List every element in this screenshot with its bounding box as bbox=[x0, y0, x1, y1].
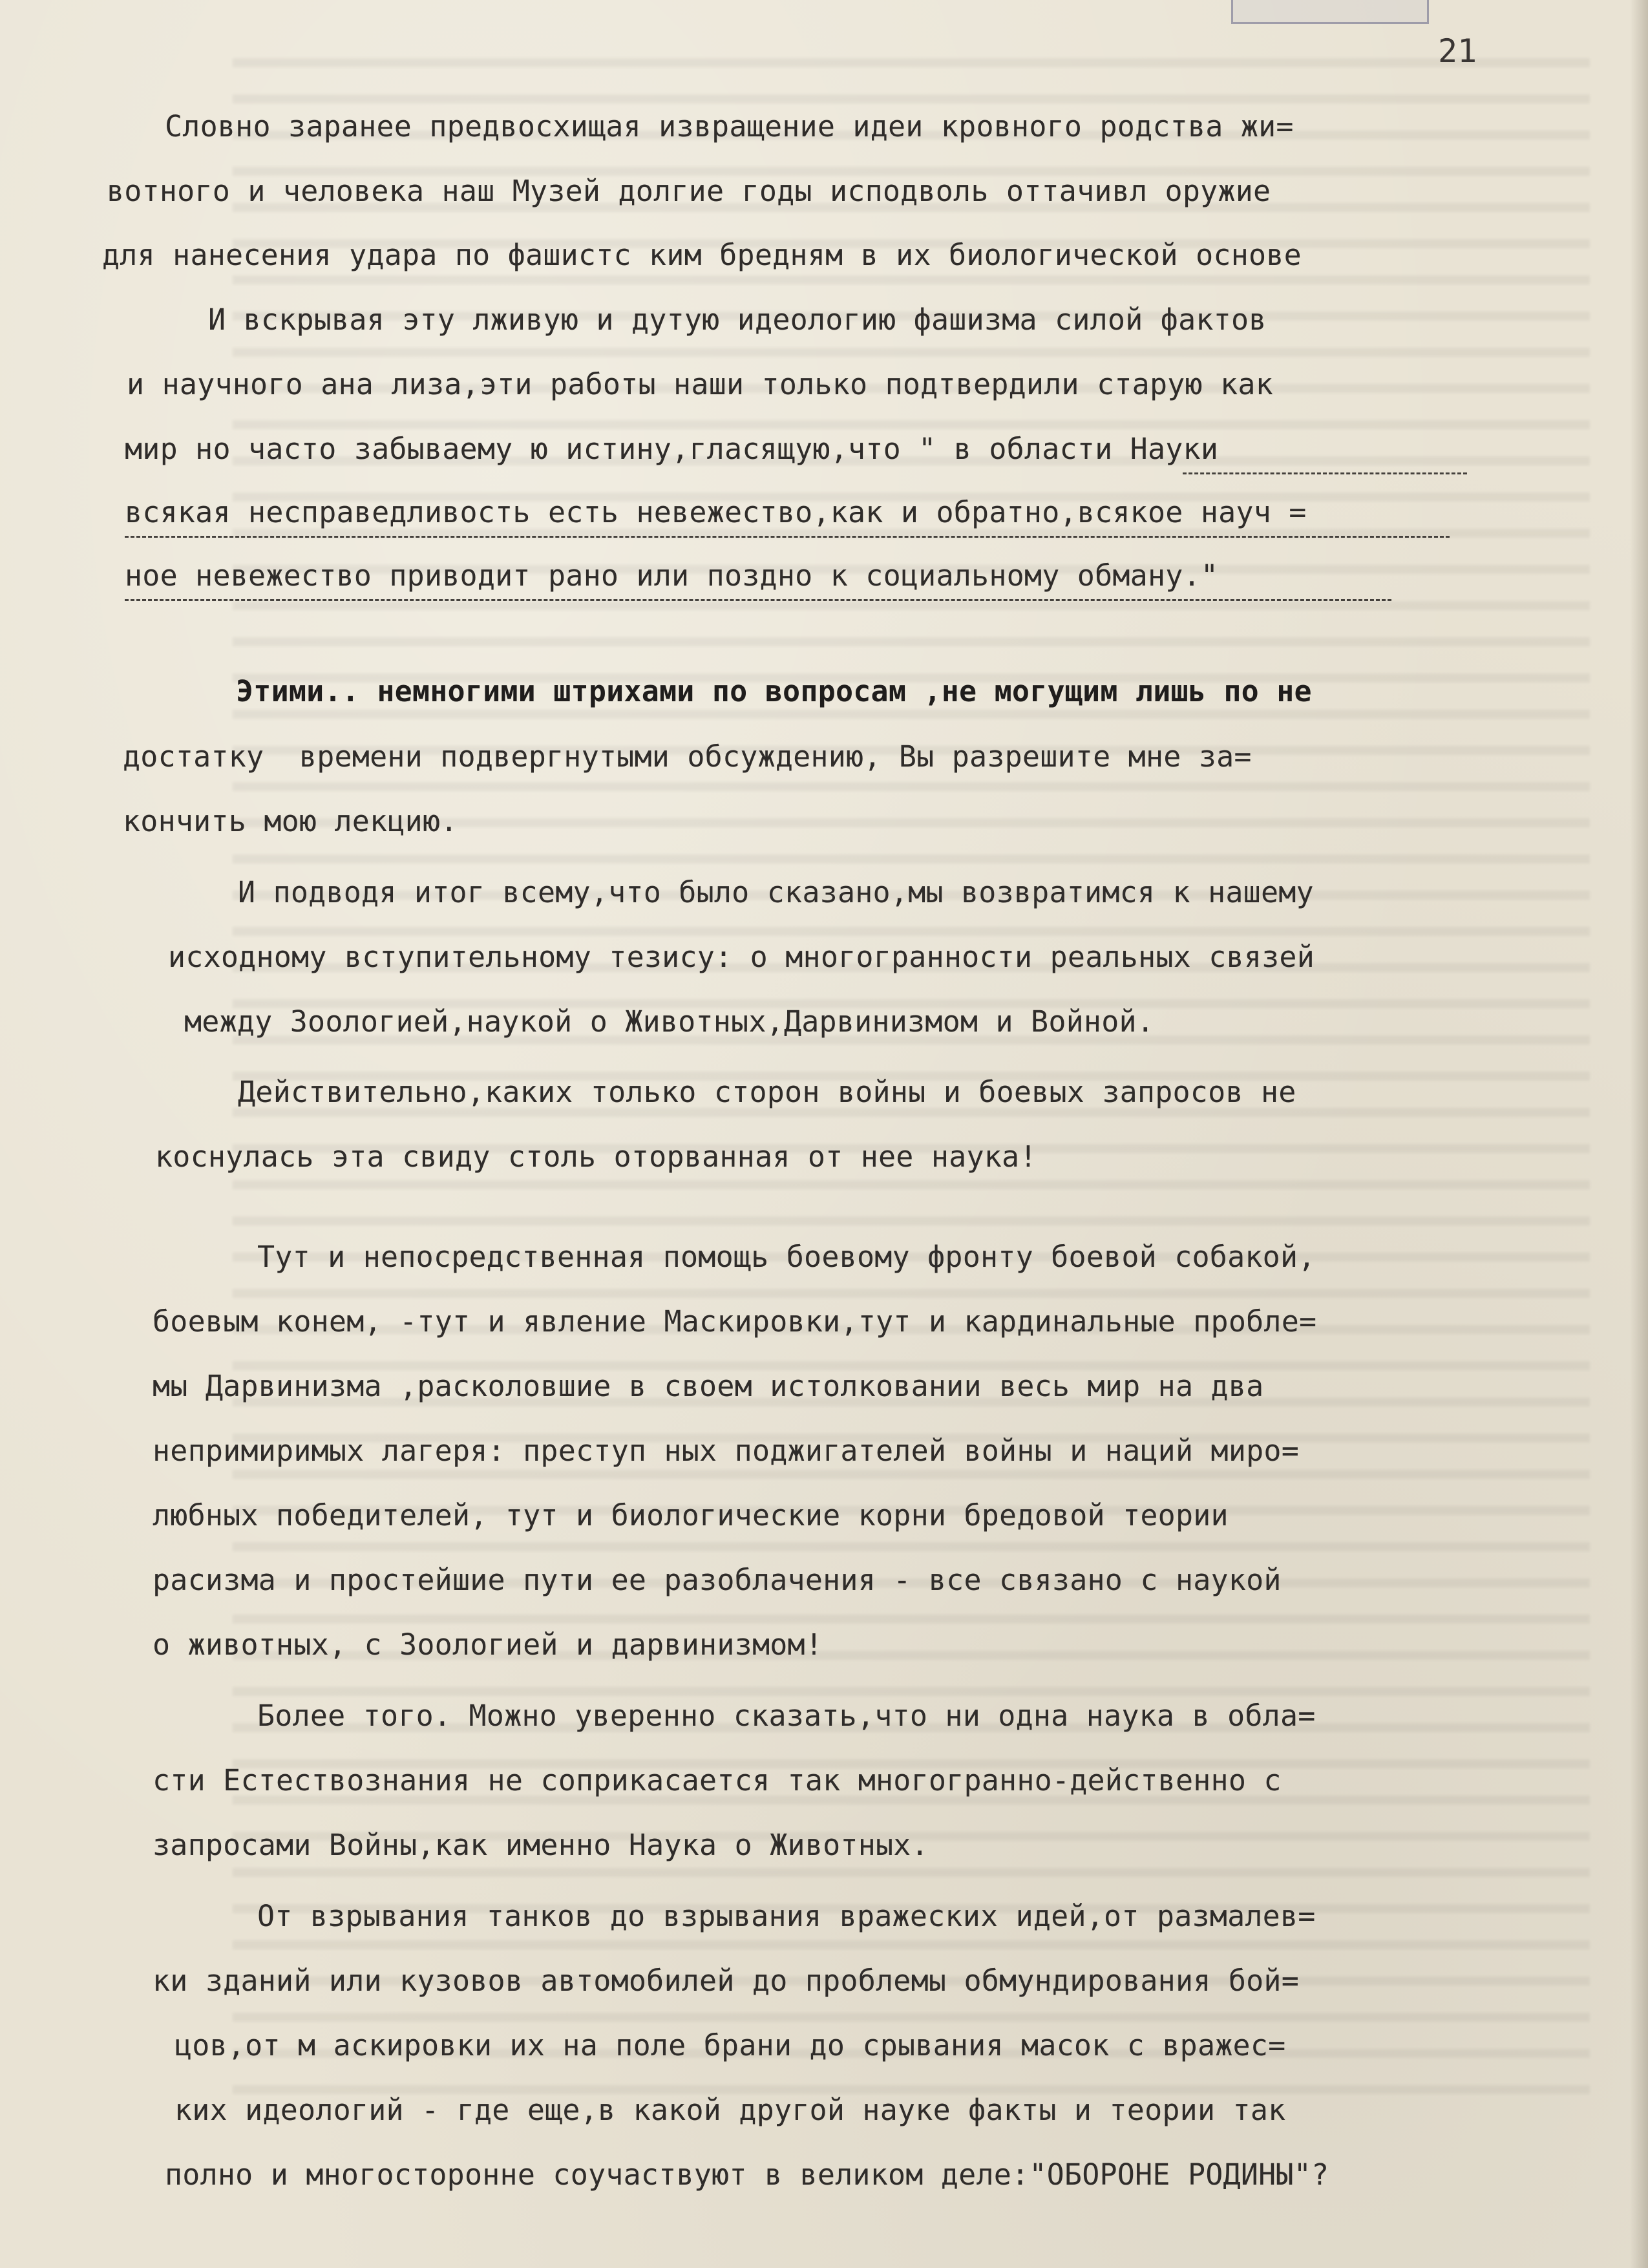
text-line-5: и научного ана лиза,эти работы наши только подтвердили старую как bbox=[127, 367, 1273, 401]
text-line-11: кончить мою лекцию. bbox=[123, 804, 458, 838]
underline-quote-end bbox=[125, 598, 1391, 601]
text-line-20: непримиримых лагеря: преступ ных поджигателей войны и наций миро= bbox=[153, 1434, 1299, 1468]
page-number: 21 bbox=[1438, 32, 1477, 70]
text-line-13: исходному вступительному тезису: о многогранности реальных связей bbox=[168, 940, 1315, 974]
underline-quote-start bbox=[1183, 471, 1467, 474]
underline-quote-middle bbox=[125, 535, 1450, 538]
text-line-1: Словно заранее предвосхищая извращение идеи кровного родства жи= bbox=[165, 109, 1294, 143]
text-line-19: мы Дарвинизма ,расколовшие в своем истолковании весь мир на два bbox=[153, 1369, 1264, 1403]
text-line-15: Действительно,каких только сторон войны и боевых запросов не bbox=[238, 1075, 1296, 1109]
text-line-16: коснулась эта свиду столь оторванная от нее наука! bbox=[155, 1139, 1037, 1174]
text-line-3: для нанесения удара по фашистс ким бредням в их биологической основе bbox=[102, 238, 1302, 272]
text-line-8: ное невежество приводит рано или поздно к социальному обману." bbox=[125, 558, 1219, 593]
text-line-29: цов,от м аскировки их на поле брани до срывания масок с вражес= bbox=[174, 2028, 1286, 2062]
text-line-2: вотного и человека наш Музей долгие годы исподволь оттачивл оружие bbox=[107, 174, 1271, 208]
text-line-26: запросами Войны,как именно Наука о Животных. bbox=[153, 1828, 929, 1862]
text-line-23: о животных, с Зоологией и дарвинизмом! bbox=[153, 1627, 823, 1662]
text-line-12: И подводя итог всему,что было сказано,мы возвратимся к нашему bbox=[238, 875, 1314, 909]
text-line-30: ких идеологий - где еще,в какой другой науке факты и теории так bbox=[174, 2093, 1286, 2127]
text-line-31: полно и многосторонне соучаствуют в великом деле:"ОБОРОНЕ РОДИНЫ"? bbox=[165, 2157, 1329, 2192]
text-line-24: Более того. Можно уверенно сказать,что ни одна наука в обла= bbox=[257, 1699, 1316, 1733]
text-line-21: любных победителей, тут и биологические корни бредовой теории bbox=[153, 1498, 1229, 1532]
text-line-27: От взрывания танков до взрывания вражеских идей,от размалев= bbox=[257, 1899, 1316, 1933]
text-line-17: Тут и непосредственная помощь боевому фронту боевой собакой, bbox=[257, 1240, 1316, 1274]
text-line-14: между Зоологией,наукой о Животных,Дарвинизмом и Войной. bbox=[184, 1004, 1155, 1039]
page-edge-shadow bbox=[1630, 0, 1648, 2268]
text-line-22: расизма и простейшие пути ее разоблачения - все связано с наукой bbox=[153, 1563, 1282, 1597]
text-line-9: Этими.. немногими штрихами по вопросам ,не могущим лишь по не bbox=[236, 674, 1312, 708]
text-line-25: сти Естествознания не соприкасается так многогранно-действенно с bbox=[153, 1763, 1282, 1797]
text-line-28: ки зданий или кузовов автомобилей до проблемы обмундирования бой= bbox=[153, 1964, 1299, 1998]
text-line-10: достатку времени подвергнутыми обсуждению, Вы разрешите мне за= bbox=[123, 739, 1252, 774]
archive-stamp bbox=[1231, 0, 1429, 24]
text-line-4: И вскрывая эту лживую и дутую идеологию фашизма силой фактов bbox=[208, 302, 1267, 337]
text-line-18: боевым конем, -тут и явление Маскировки,тут и кардинальные пробле= bbox=[153, 1304, 1317, 1339]
text-line-7: всякая несправедливость есть невежество,как и обратно,всякое науч = bbox=[125, 495, 1307, 529]
text-line-6: мир но часто забываему ю истину,гласящую,что " в области Науки bbox=[125, 432, 1219, 466]
